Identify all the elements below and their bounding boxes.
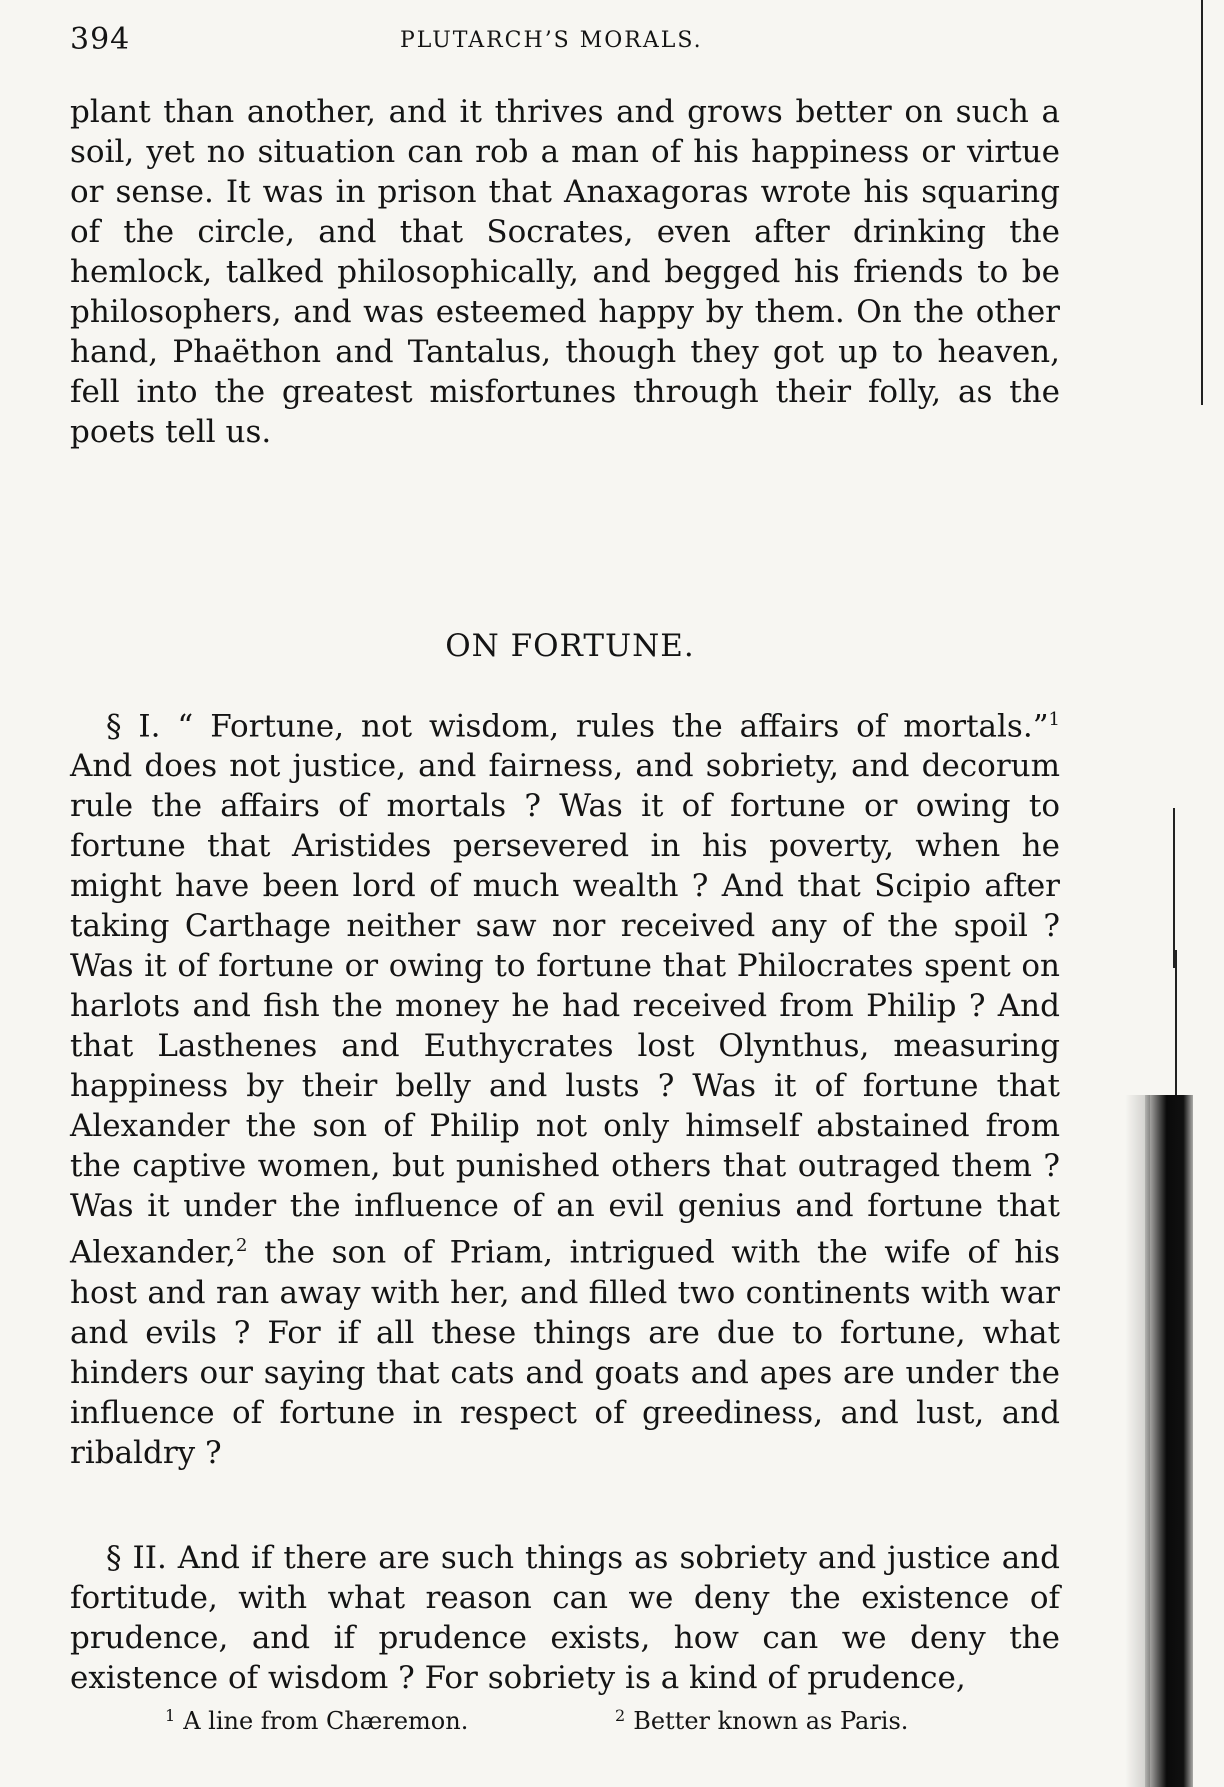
running-title: PLUTARCH’S MORALS. [400,28,703,53]
footnote-1-mark: 1 [165,1706,176,1725]
footnote-1-text: A line from Chæremon. [183,1707,469,1735]
footnote-2 [615,1706,908,1735]
footnote-2-text: Better known as Paris. [633,1707,909,1735]
scan-edge-line [1175,950,1177,1100]
section-1-body: And does not justice, and fairness, and sobriety, and decorum rule the affairs of mortals ? Was it of fortune or owing to fortune that Aristides persevered in his poverty, when he might have been lord of much wealth ? And that Scipio after taking Carthage neither saw nor received any of the spoil ? Was it of fortune or owing to fortune that Philocrates spent on harlots and fish the money he had received from Philip ? And that Lasthenes and Euthycrates lost Olynthus, measuring happiness by their belly and lusts ? Was it of fortune that Alexander the son of Philip not only himself abstained from the captive women, but punished others that outraged them ? Was it under the influence of an evil genius and fortune that Alexander, [70,748,1060,1271]
footnote-1 [165,1706,468,1735]
page-number: 394 [70,22,131,57]
section-1-lead: § I. “ Fortune, not wisdom, rules the affairs of mortals.” [106,708,1049,745]
paragraph-continued: plant than another, and it thrives and grows better on such a soil, yet no situation can rob a man of his happiness or virtue or sense. It was in prison that Anaxagoras wrote his squaring of the circle, and that Socrates, even after drinking the hemlock, talked philosophically, and begged his friends to be philosophers, and was esteemed happy by them. On the other hand, Phaëthon and Tantalus, though they got up to heaven, fell into the greatest misfortunes through their folly, as the poets tell us. [70,94,1060,450]
paragraph-section-1 [70,700,1060,1473]
binding-shadow [1145,1095,1193,1787]
scan-edge-line [1173,808,1175,968]
footnote-ref-2: 2 [236,1235,248,1257]
footnote-ref-1: 1 [1048,709,1060,730]
section-1-tail: the son of Priam, intrigued with the wife of his host and ran away with her, and filled two continents with war and evils ? For if all these things are due to fortune, what hinders our saying that cats and goats and apes are under the influence of fortune in respect of greediness, and lust, and ribaldry ? [70,1234,1060,1471]
running-head [70,18,1060,58]
scan-edge-line [1201,0,1203,405]
paragraph-section-2: § II. And if there are such things as sobriety and justice and fortitude, with what reason can we deny the existence of prudence, and if prudence exists, how can we deny the existence of wisdom ? For sobriety is a kind of prudence, [70,1540,1060,1696]
section-heading: ON FORTUNE. [445,628,695,664]
footnote-2-mark: 2 [615,1706,626,1725]
